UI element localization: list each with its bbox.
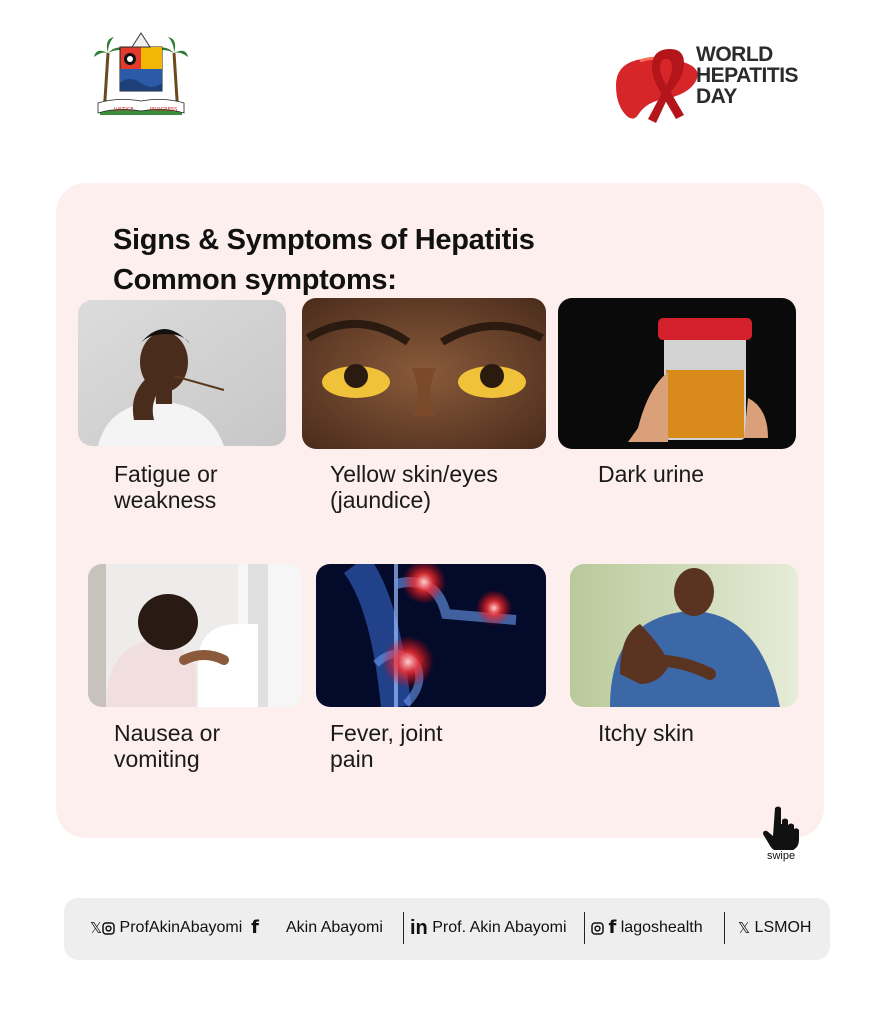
card-heading — [113, 220, 535, 300]
social-handles-bar — [64, 898, 830, 960]
crest-motto-left: JUSTICE — [114, 107, 134, 113]
itchy-skin-photo — [570, 564, 798, 707]
symptom-caption-line: Nausea or — [114, 720, 221, 746]
swipe-indicator[interactable] — [756, 804, 806, 864]
card-title: Signs & Symptoms of Hepatitis — [113, 224, 535, 256]
social-handle-group-5 — [738, 918, 811, 938]
symptom-caption-line: Fever, joint — [330, 720, 443, 746]
symptom-caption-line: Dark urine — [598, 461, 705, 487]
social-handle[interactable]: lagoshealth — [620, 919, 703, 937]
instagram-icon — [591, 922, 604, 935]
facebook-icon: f — [251, 917, 259, 938]
social-handle[interactable]: Prof. Akin Abayomi — [432, 919, 567, 937]
social-handle-group-4 — [591, 918, 703, 938]
instagram-icon — [102, 922, 115, 935]
symptom-caption-line: weakness — [114, 487, 217, 513]
crest-motto-right: PROGRESS — [150, 107, 178, 113]
symptom-caption-itchy-skin — [598, 720, 694, 746]
divider — [403, 912, 404, 944]
social-handle[interactable]: LSMOH — [754, 919, 812, 937]
symptom-caption-line: (jaundice) — [330, 487, 431, 513]
divider — [584, 912, 585, 944]
divider — [724, 912, 725, 944]
linkedin-icon: in — [410, 917, 428, 939]
x-icon: 𝕏 — [90, 919, 103, 937]
whd-line-3: DAY — [696, 85, 737, 108]
symptom-caption-line: Itchy skin — [598, 720, 694, 746]
symptom-caption-jaundice — [330, 461, 498, 513]
social-handle-group-1 — [90, 918, 259, 938]
fatigue-photo — [78, 300, 286, 446]
symptom-caption-fever — [330, 720, 443, 772]
x-icon: 𝕏 — [738, 919, 751, 937]
symptom-caption-line: vomiting — [114, 746, 200, 772]
symptom-caption-line: Fatigue or — [114, 461, 218, 487]
joint-pain-photo — [316, 564, 546, 707]
whd-line-1: WORLD — [696, 43, 773, 66]
jaundice-eyes-photo — [302, 298, 546, 449]
symptom-caption-line: pain — [330, 746, 374, 772]
swipe-label: swipe — [766, 850, 796, 862]
world-hepatitis-day-title — [696, 44, 798, 107]
pointing-hand-icon — [761, 804, 801, 850]
lagos-state-crest-logo — [92, 25, 190, 121]
social-handle-group-3 — [410, 918, 567, 938]
nausea-photo — [88, 564, 302, 707]
symptom-caption-dark-urine — [598, 461, 704, 487]
dark-urine-photo — [558, 298, 796, 449]
symptom-caption-nausea — [114, 720, 220, 772]
card-subtitle: Common symptoms: — [113, 264, 397, 296]
social-handle[interactable]: ProfAkinAbayomi — [119, 919, 243, 937]
social-handle[interactable]: Akin Abayomi — [286, 919, 383, 936]
facebook-icon: f — [608, 917, 617, 938]
symptom-caption-line: Yellow skin/eyes — [330, 461, 498, 487]
social-handle-group-2 — [286, 918, 383, 938]
whd-line-2: HEPATITIS — [696, 64, 799, 87]
symptom-caption-fatigue — [114, 461, 218, 513]
